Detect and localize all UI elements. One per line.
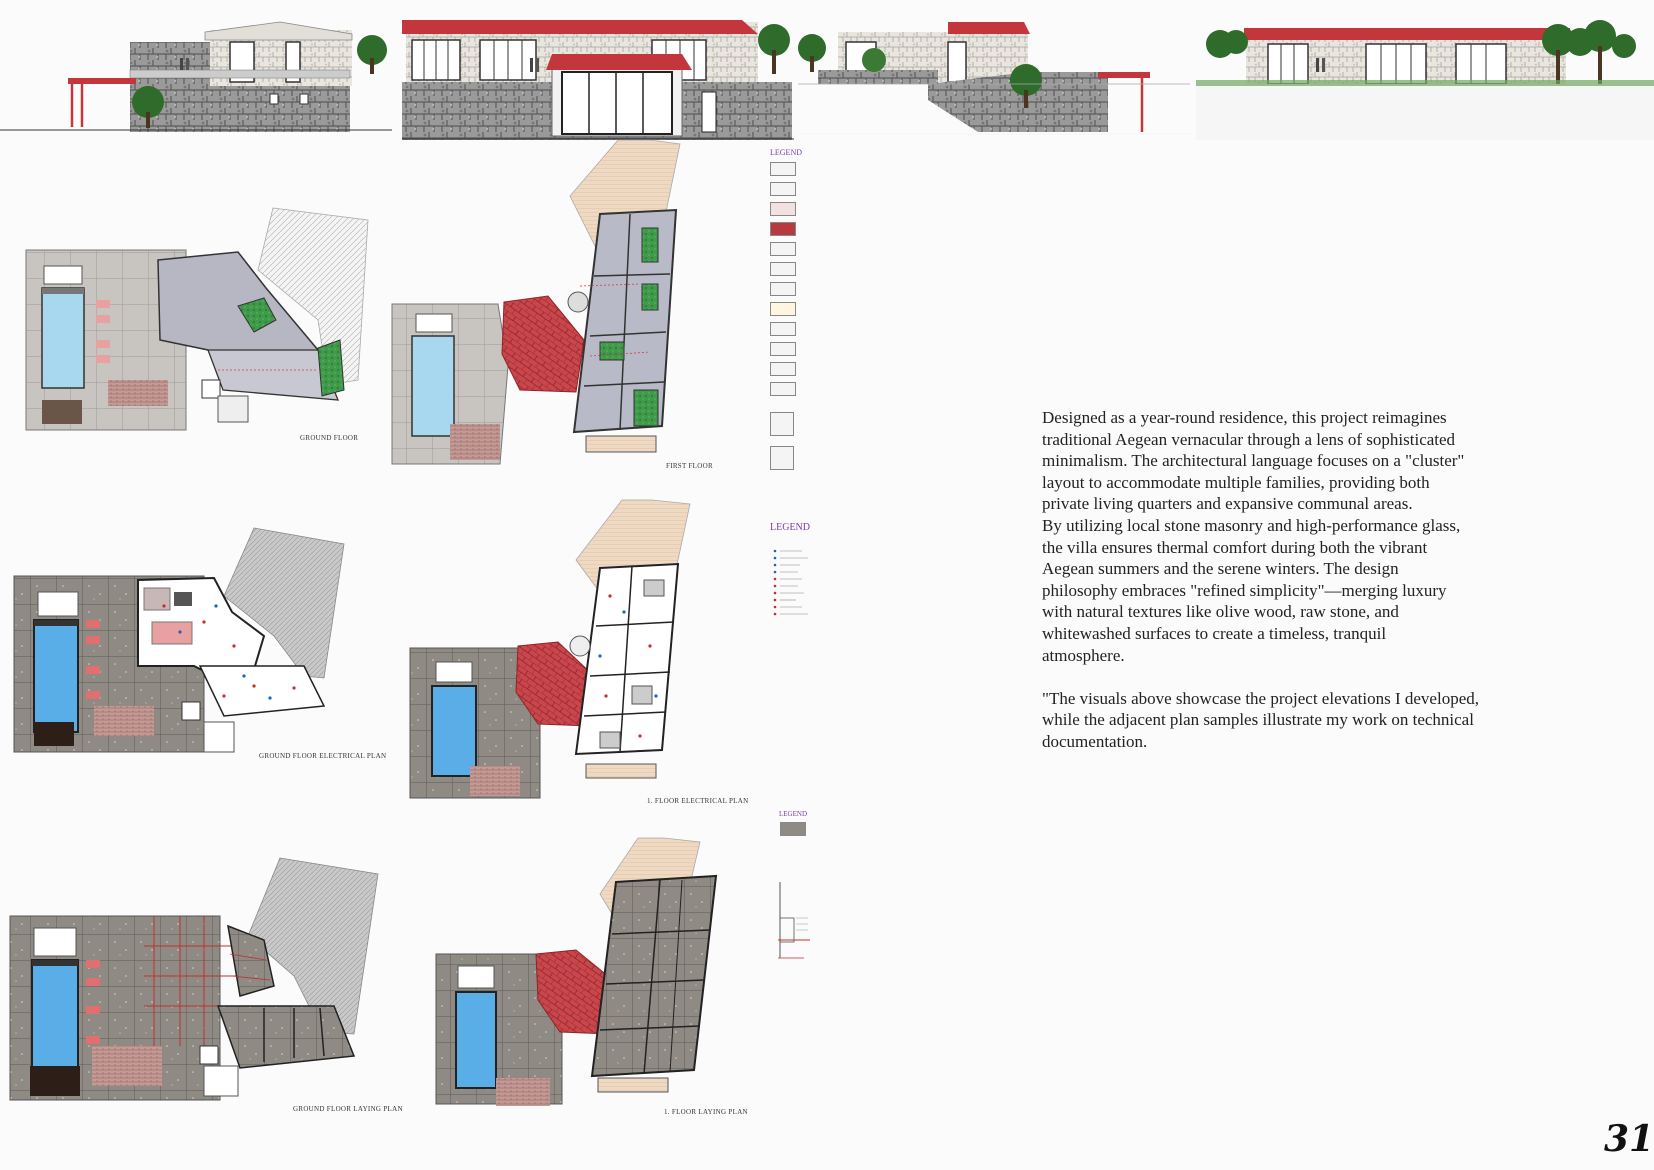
first-floor-electrical-plan [400,496,720,806]
plan-caption-ground-floor-laying: GROUND FLOOR LAYING PLAN [293,1105,403,1113]
page-number: 31 [1604,1118,1654,1160]
legend-3-detail [774,878,814,964]
ground-floor-plan [18,200,378,436]
elevation-2 [402,12,794,140]
elevation-4 [1196,12,1654,140]
plan-caption-first-floor-laying: 1. FLOOR LAYING PLAN [664,1108,748,1116]
legend-3-swatch [780,822,806,836]
legend-2-symbols [772,548,812,624]
legend-title-1: LEGEND [770,148,802,157]
plan-caption-ground-floor-electrical: GROUND FLOOR ELECTRICAL PLAN [259,752,387,760]
ground-floor-laying-plan [4,856,384,1106]
project-description [1042,407,1602,753]
first-floor-laying-plan [424,834,734,1114]
plan-caption-first-floor: FIRST FLOOR [666,462,713,470]
plan-caption-ground-floor: GROUND FLOOR [300,434,359,442]
legend-title-2: LEGEND [770,522,810,533]
ground-floor-electrical-plan [4,526,364,758]
elevation-3 [798,12,1190,140]
description-quote: "The visuals above showcase the project elevations I developed, while the adjacent plan samples illustrate my work on technical documentation. [1042,688,1479,751]
elevation-1 [0,12,392,140]
first-floor-plan [380,136,720,466]
description-body: Designed as a year-round residence, this project reimagines traditional Aegean vernacular through a lens of sophisticated minimalism. The architectural language focuses on a "cluster" layout to accommodate multiple families, providing both private living quarters and expansive communal areas. By utilizing local stone masonry and high-performance glass, the villa ensures thermal comfort during both the vibrant Aegean summers and the serene winters. The design philosophy embraces "refined simplicity"—merging luxury with natural textures like olive wood, raw stone, and whitewashed surfaces to create a timeless, tranquil atmosphere. [1042,408,1465,665]
plan-caption-first-floor-electrical: 1. FLOOR ELECTRICAL PLAN [647,797,749,805]
legend-title-3: LEGEND [779,810,807,818]
